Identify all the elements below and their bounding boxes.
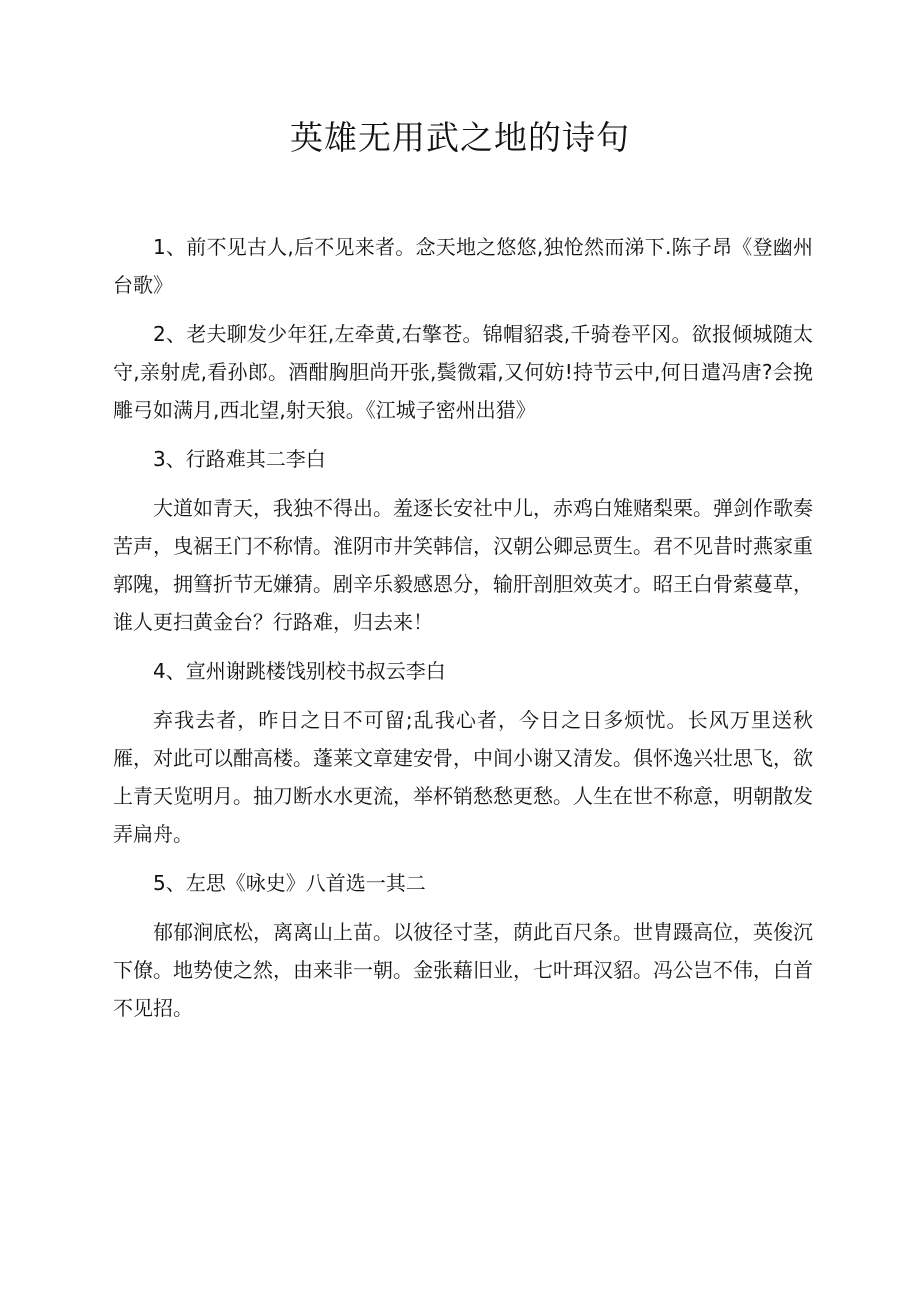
paragraph-poem-1: 1、前不见古人,后不见来者。念天地之悠悠,独怆然而涕下.陈子昂《登幽州台歌》 [113,235,813,297]
paragraph-poem-2: 2、老夫聊发少年狂,左牵黄,右擎苍。锦帽貂裘,千骑卷平冈。欲报倾城随太守,亲射虎,看孙郎。酒酣胸胆尚开张,鬓微霜,又何妨!持节云中,何日遣冯唐?会挽雕弓如满月,西北望,射天狼。《江城子密州出猎》 [113,322,813,422]
document-body [113,228,813,1038]
paragraph-poem-5-text: 郁郁涧底松，离离山上苗。以彼径寸茎，荫此百尺条。世胄蹑高位，英俊沉下僚。地势使之然，由来非一朝。金张藉旧业，七叶珥汉貂。冯公岂不伟，白首不见招。 [113,920,813,1020]
paragraph-poem-4-text: 弃我去者，昨日之日不可留;乱我心者，今日之日多烦忧。长风万里送秋雁，对此可以酣高楼。蓬莱文章建安骨，中间小谢又清发。俱怀逸兴壮思飞，欲上青天览明月。抽刀断水水更流，举杯销愁愁更愁。人生在世不称意，明朝散发弄扁舟。 [113,708,813,846]
paragraph-poem-3-text: 大道如青天，我独不得出。羞逐长安社中儿，赤鸡白雉赌梨栗。弹剑作歌奏苦声，曳裾王门不称情。淮阴市井笑韩信，汉朝公卿忌贾生。君不见昔时燕家重郭隗，拥篲折节无嫌猜。剧辛乐毅感恩分，输肝剖胆效英才。昭王白骨萦蔓草，谁人更扫黄金台？行路难，归去来！ [113,496,813,634]
document-title: 英雄无用武之地的诗句 [290,118,630,157]
heading-poem-4: 4、宣州谢跳楼饯别校书叔云李白 [153,659,446,683]
heading-poem-3: 3、行路难其二李白 [153,447,326,471]
heading-poem-5: 5、左思《咏史》八首选一其二 [153,871,426,895]
